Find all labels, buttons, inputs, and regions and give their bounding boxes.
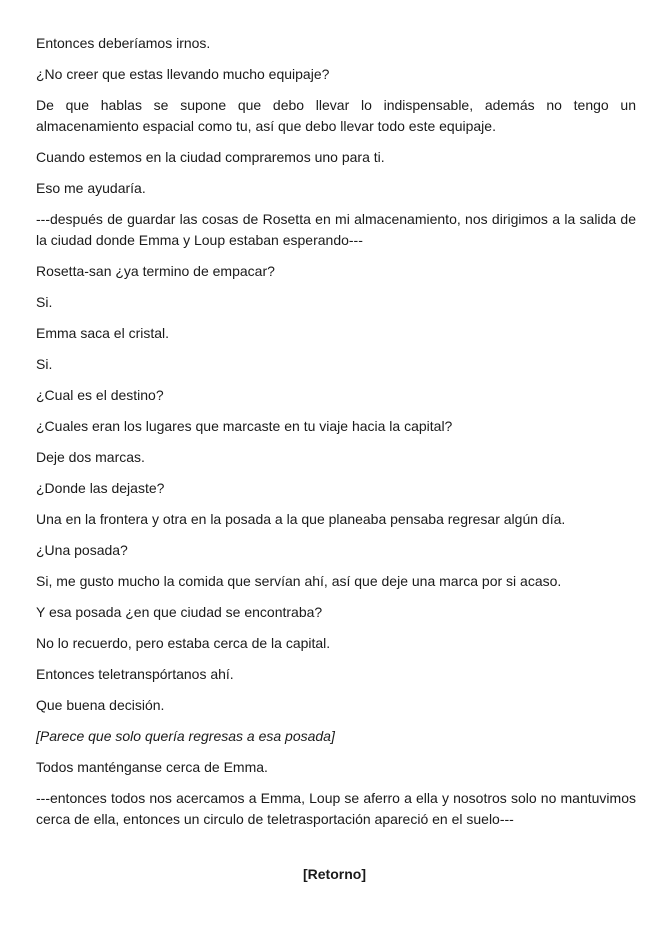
paragraph-17: Si, me gusto mucho la comida que servían ahí, así que deje una marca por si acaso. [36,573,562,589]
paragraph-20: Entonces teletranspórtanos ahí. [36,666,234,682]
paragraph-12: ¿Cuales eran los lugares que marcaste en tu viaje hacia la capital? [36,418,453,434]
paragraph-7: Rosetta-san ¿ya termino de empacar? [36,263,275,279]
paragraph-15: Una en la frontera y otra en la posada a la que planeaba pensaba regresar algún día. [36,511,566,527]
paragraph-19: No lo recuerdo, pero estaba cerca de la capital. [36,635,331,651]
paragraph-6: ---después de guardar las cosas de Rosetta en mi almacenamiento, nos dirigimos a la salida de la ciudad donde Emma y Loup estaban esperando--- [36,211,636,248]
paragraph-9: Emma saca el cristal. [36,325,170,341]
paragraph-4: Cuando estemos en la ciudad compraremos uno para ti. [36,149,385,165]
paragraph-22-thought: [Parece que solo quería regresas a esa posada] [36,728,335,744]
return-link[interactable]: [Retorno] [303,866,366,882]
paragraph-16: ¿Una posada? [36,542,128,558]
document-body [36,33,636,840]
paragraph-11: ¿Cual es el destino? [36,387,164,403]
paragraph-23: Todos manténganse cerca de Emma. [36,759,268,775]
paragraph-2: ¿No creer que estas llevando mucho equipaje? [36,66,330,82]
paragraph-3: De que hablas se supone que debo llevar lo indispensable, además no tengo un almacenamiento espacial como tu, así que debo llevar todo este equipaje. [36,97,636,134]
paragraph-1: Entonces deberíamos irnos. [36,35,211,51]
paragraph-14: ¿Donde las dejaste? [36,480,165,496]
paragraph-24: ---entonces todos nos acercamos a Emma, Loup se aferro a ella y nosotros solo no mantuvimos cerca de ella, entonces un circulo de teletrasportación apareció en el suelo--- [36,790,636,827]
paragraph-18: Y esa posada ¿en que ciudad se encontraba? [36,604,323,620]
paragraph-13: Deje dos marcas. [36,449,145,465]
paragraph-10: Si. [36,356,53,372]
paragraph-8: Si. [36,294,53,310]
paragraph-21: Que buena decisión. [36,697,165,713]
paragraph-5: Eso me ayudaría. [36,180,146,196]
